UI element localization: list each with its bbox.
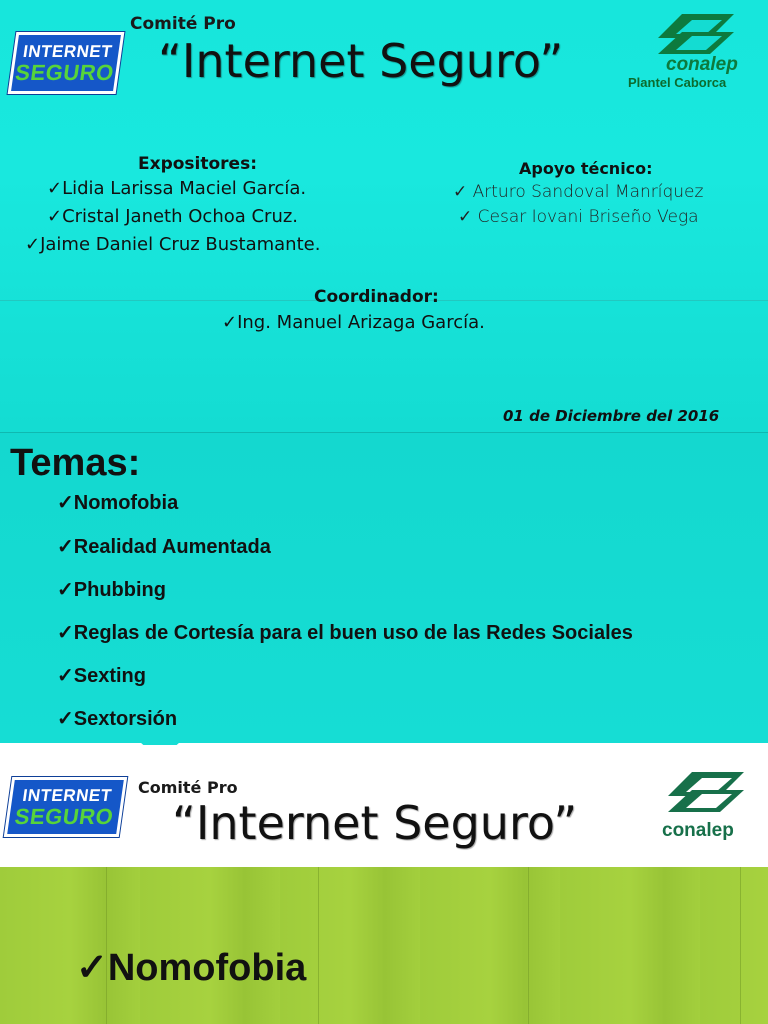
expositor-item: ✓Cristal Janeth Ochoa Cruz. xyxy=(47,206,299,227)
logo-line-2: SEGURO xyxy=(13,804,116,829)
slide-title: “Internet Seguro” xyxy=(158,34,564,88)
expositor-item: ✓Jaime Daniel Cruz Bustamante. xyxy=(25,234,321,255)
temas-title: Temas: xyxy=(10,442,141,484)
tema-item: ✓Nomofobia xyxy=(57,492,179,514)
conalep-logo-icon xyxy=(652,8,740,60)
texture-line xyxy=(528,867,529,1024)
expositores-label: Expositores: xyxy=(138,154,258,174)
apoyo-tecnico-label: Apoyo técnico: xyxy=(519,159,653,178)
logo-line-1: INTERNET xyxy=(21,42,114,61)
tema-item: ✓Phubbing xyxy=(57,579,166,601)
plantel-label: Plantel Caborca xyxy=(628,75,727,90)
expositor-item: ✓Lidia Larissa Maciel García. xyxy=(47,178,307,199)
conalep-wordmark: conalep xyxy=(666,54,738,75)
coordinador-item: ✓Ing. Manuel Arizaga García. xyxy=(222,312,485,333)
comite-label: Comité Pro xyxy=(130,14,236,34)
slide-date: 01 de Diciembre del 2016 xyxy=(503,407,720,425)
tema-item: ✓Sextorsión xyxy=(57,708,178,730)
tema-item: ✓Reglas de Cortesía para el buen uso de las Redes Sociales xyxy=(57,622,633,644)
slide-3-topic: ✓Nomofobia xyxy=(76,947,307,989)
tema-item: ✓Sexting xyxy=(57,665,146,687)
logo-line-1: INTERNET xyxy=(21,786,113,805)
slide-title: “Internet Seguro” xyxy=(172,796,578,850)
internet-seguro-logo xyxy=(4,777,127,837)
comite-label: Comité Pro xyxy=(138,778,238,797)
conalep-wordmark: conalep xyxy=(662,820,734,841)
coordinador-label: Coordinador: xyxy=(314,287,439,307)
texture-line xyxy=(740,867,741,1024)
apoyo-item: ✓ Cesar Iovani Briseño Vega xyxy=(458,207,699,227)
tema-item: ✓Realidad Aumentada xyxy=(57,536,271,558)
texture-line xyxy=(318,867,319,1024)
conalep-logo-icon xyxy=(664,766,748,818)
logo-line-2: SEGURO xyxy=(13,60,116,85)
apoyo-item: ✓ Arturo Sandoval Manríquez xyxy=(453,182,704,202)
internet-seguro-logo xyxy=(8,32,125,94)
